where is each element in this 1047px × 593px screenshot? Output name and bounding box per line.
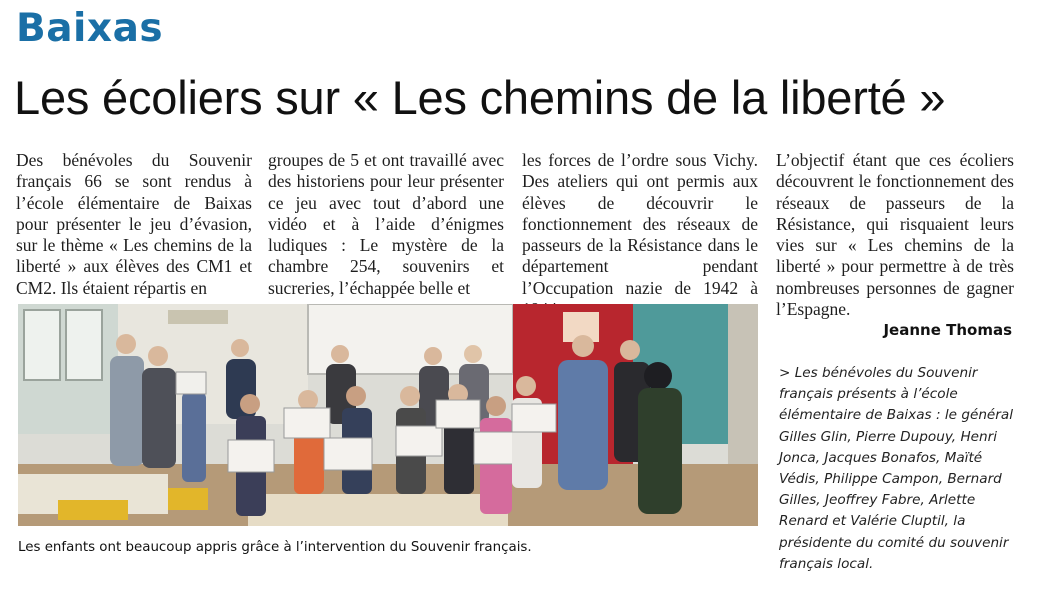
- photo-caption: Les enfants ont beaucoup appris grâce à l’intervention du Souvenir français.: [18, 540, 532, 555]
- chair-yellow: [168, 488, 208, 510]
- article-column-2: [268, 150, 504, 299]
- whiteboard: [308, 304, 513, 374]
- photo-side-caption: > Les bénévoles du Souvenir français présents à l’école élémentaire de Baixas : le général Gilles Glin, Pierre Dupouy, Henri Jonca, Jacques Bonafos, Maïté Védis, Philippe Campon, Bernard Gilles, Jeoffrey Fabre, Arlette Renard et Valérie Cluptil, la présidente du comité du souvenir français local.: [779, 365, 1013, 572]
- column-text: les forces de l’ordre sous Vichy. Des ateliers qui ont permis aux élèves de découvrir le fonctionnement des réseaux de passeurs de la Résistance dans le département pendant l’Occupation nazie de 1942 à: [522, 150, 758, 298]
- article-headline: Les écoliers sur « Les chemins de la liberté »: [14, 71, 946, 124]
- article-column-1: [16, 150, 252, 299]
- desk-front: [248, 494, 508, 526]
- article-column-3: [522, 150, 758, 320]
- section-kicker: Baixas: [16, 6, 164, 51]
- column-text: groupes de 5 et ont travaillé avec des historiens pour leur présenter ce jeu avec tout d’abord une vidéo et à l’aide d’énigmes ludiques : Le mystère de la chambre 254, souvenirs et sucreries, l’échappée belle et: [268, 150, 504, 298]
- article-column-4: [776, 150, 1014, 320]
- column-text: L’objectif étant que ces écoliers découvrent le fonctionnement des réseaux de passeurs de la Résistance, qui risquaient leurs vies sur « Les chemins de la liberté » pour permettre à de très nombreuses personnes de gagner l’Espagne.: [776, 150, 1014, 320]
- author-byline: Jeanne Thomas: [883, 321, 1012, 339]
- poster-strip: [168, 310, 228, 324]
- window-pane: [66, 310, 102, 380]
- group-photo-illustration: [18, 304, 758, 526]
- column-text: Des bénévoles du Souvenir français 66 se sont rendus à l’école élémentaire de Baixas pour présenter le jeu d’évasion, sur le thème « Les chemins de la liberté » aux élèves des CM1 et CM2. Ils étaient répartis en: [16, 150, 252, 298]
- window-pane: [24, 310, 60, 380]
- class-group-photo: [18, 304, 758, 526]
- chair-yellow: [58, 500, 128, 520]
